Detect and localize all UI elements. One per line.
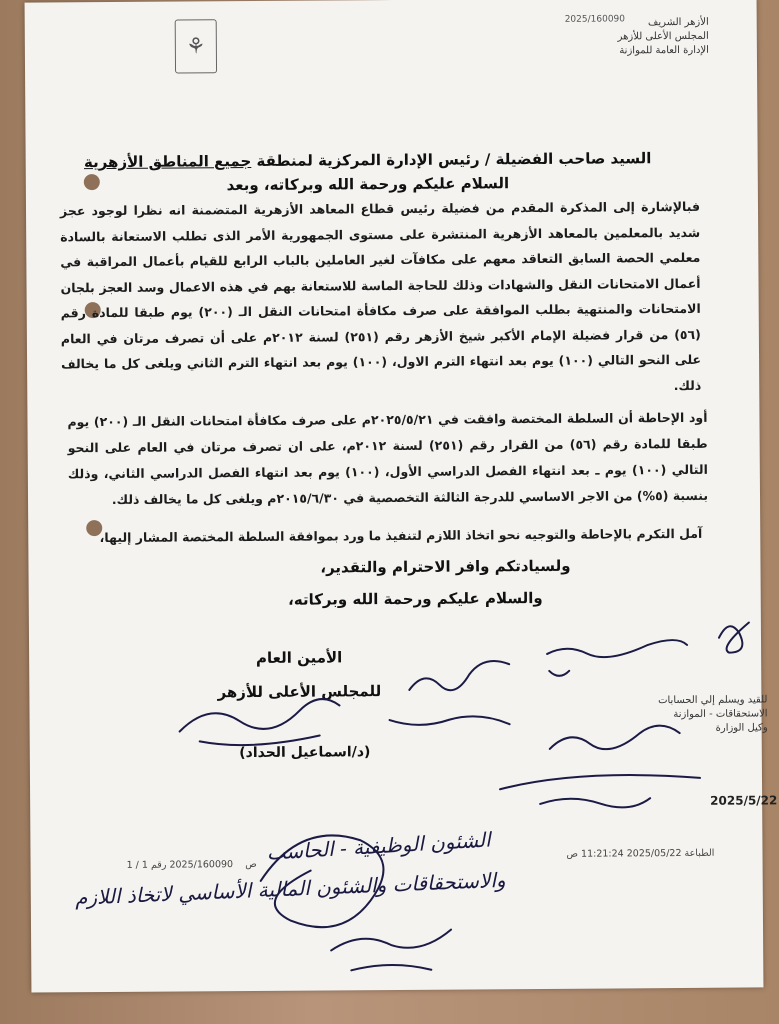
addressee-underlined: جميع المناطق الأزهرية — [83, 151, 252, 172]
signature-stroke — [719, 623, 749, 653]
signature-stroke — [540, 798, 650, 808]
signature-stroke — [179, 699, 339, 732]
signature-stroke — [351, 965, 431, 971]
closing-line: آمل التكرم بالإحاطة والتوجيه نحو اتخاذ اللازم لتنفيذ ما ورد بموافقة السلطة المختصة المشار إليها، — [99, 525, 703, 546]
handwritten-note-line: والاستحقاقات والشئون المالية الأساسي لاتخاذ اللازم — [74, 867, 506, 910]
paragraph-text: فبالإشارة إلى المذكرة المقدم من فضيلة رئيس قطاع المعاهد الأزهرية المتضمنة انه نظرا لوجود عجز شديد بالمعلمين بالمعاهد الأزهرية المنتشرة على مستوى الجمهورية الأمر الذى تطلب الاستعانة بالسادة معلمي الحصة السابق التعاقد معهم على مكافآت لغير العاملين بالباب الرابع للقيام بأعمال المراقبة في أعمال الامتحانات النقل والشهادات وذلك للحاجة الماسة للاستعانة بهم في هذه الاعمال وسد العجز بلجان الامتحانات والمنتهية بطلب الموافقة على صرف مكافأة امتحانات النقل الـ (٢٠٠) يوم طبقا للمادة رقم (٥٦) من قرار فضيلة الإمام الأكبر شيخ الأزهر رقم (٢٥١) لسنة ٢٠١٢م على أن تصرف مرتان في العام على النحو التالي (١٠٠) يوم بعد انتهاء الترم الاول، (١٠٠) يوم بعد انتهاء الترم الثاني ويلغى كل ما يخالف ذلك. — [59, 198, 702, 393]
footer-print-label: الطباعة — [684, 847, 715, 859]
routing-note-line: للقيد ويسلم إلي الحسابات — [658, 694, 768, 707]
signature-stroke — [409, 661, 509, 691]
doc-number-top: 2025/160090 — [564, 14, 626, 25]
routing-note-line: وكيل الوزارة — [715, 722, 768, 734]
signature-stroke — [390, 716, 510, 725]
paragraph-text: أود الإحاطة أن السلطة المختصة وافقت في ٢٠٢٥/٥/٢١م على صرف مكافأة امتحانات النقل الـ (٢٠٠) يوم طبقا للمادة رقم (٥٦) من القرار رقم (٢٥١) لسنة ٢٠١٢م، على ان تصرف مرتان في العام على النحو التالي (١٠٠) يوم ـ بعد انتهاء الفصل الدراسي الأول، (١٠٠) يوم بعد انتهاء الفصل الدراسي الثاني، وذلك بنسبة (٥%) من الاجر الاساسي للدرجة الثالثة التخصصية في ٢٠١٥/٦/٣٠م ويلغى كل ما يخالف ذلك. — [67, 409, 709, 507]
signature-stroke — [500, 775, 700, 790]
handwritten-note-line: الشئون الوظيفية - الحاسب — [265, 827, 492, 865]
signature-stroke — [550, 726, 680, 750]
azhar-emblem-icon: ⚘ — [175, 19, 217, 73]
footer-page-label: ص — [245, 858, 257, 871]
footer-ref-number: 2025/160090 — [169, 859, 234, 871]
routing-note-line: الاستحقاقات - الموازنة — [673, 708, 768, 721]
footer-print-datetime: 2025/05/22 11:21:24 ص — [566, 848, 682, 860]
handwritten-signatures — [25, 0, 764, 993]
letterhead-line: الإدارة العامة للموازنة — [619, 44, 709, 57]
signatory-title-line: للمجلس الأعلى للأزهر — [217, 682, 382, 702]
signature-stroke — [547, 640, 687, 658]
signature-stroke — [200, 736, 320, 746]
footer-ref-label: رقم — [150, 859, 167, 871]
signature-stroke — [549, 671, 569, 676]
signature-stroke — [260, 835, 383, 928]
letterhead-line: الأزهر الشريف — [647, 16, 709, 29]
date-stamp: 2025/5/22 — [710, 793, 778, 808]
addressee-prefix: السيد صاحب الفضيلة / رئيس الإدارة المركزية لمنطقة — [251, 149, 652, 170]
signatory-title-line: الأمين العام — [255, 648, 343, 667]
greeting-line: والسلام عليكم ورحمة الله وبركاته، — [288, 588, 543, 609]
document-page — [25, 0, 778, 993]
signature-stroke — [331, 930, 451, 951]
footer-page-value: 1 / 1 — [126, 859, 148, 871]
letterhead-line: المجلس الأعلى للأزهر — [617, 30, 709, 43]
greeting-line: ولسيادتكم وافر الاحترام والتقدير، — [320, 556, 571, 577]
signatory-name: (د/اسماعيل الحداد) — [239, 744, 371, 762]
salutation-line: السلام عليكم ورحمة الله وبركاته، وبعد — [226, 174, 510, 195]
